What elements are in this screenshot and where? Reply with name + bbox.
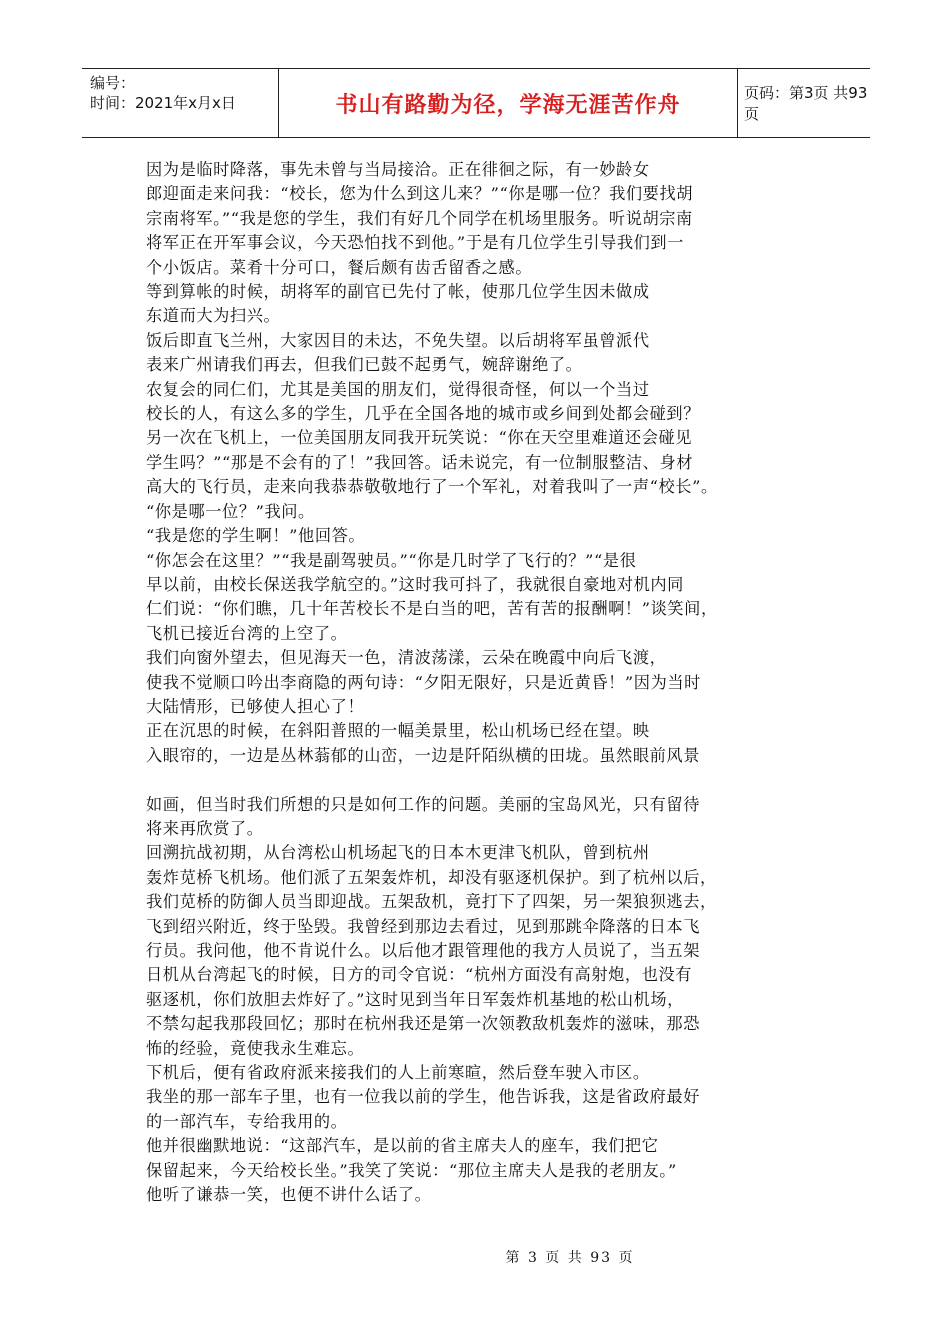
body-line: 大陆情形，已够使人担心了！ [146,696,365,716]
body-line: 行员。我问他，他不肯说什么。以后他才跟管理他的我方人员说了，当五架 [146,940,700,960]
body-line: 入眼帘的，一边是丛林蓊郁的山峦，一边是阡陌纵横的田垅。虽然眼前风景 [146,745,700,765]
body-line: 轰炸苋桥飞机场。他们派了五架轰炸机，却没有驱逐机保护。到了杭州以后， [146,867,717,887]
document-number-label: 编号： [90,74,136,92]
body-line: 的一部汽车，专给我用的。 [146,1111,348,1131]
body-line: 日机从台湾起飞的时候，日方的司令官说：“杭州方面没有高射炮，也没有 [146,965,693,985]
motto-text: 书山有路勤为径，学海无涯苦作舟 [335,92,681,118]
body-line: 如画，但当时我们所想的只是如何工作的问题。美丽的宝岛风光，只有留待 [146,794,700,814]
body-line: 东道而大为扫兴。 [146,306,281,326]
body-line: 表来广州请我们再去，但我们已鼓不起勇气，婉辞谢绝了。 [146,355,583,375]
body-line: 农复会的同仁们，尤其是美国的朋友们，觉得很奇怪，何以一个当过 [146,379,650,399]
body-line: 飞机已接近台湾的上空了。 [146,623,348,643]
page-header [82,68,870,138]
paragraph-gap [146,768,746,792]
body-line: 我坐的那一部车子里，也有一位我以前的学生，他告诉我，这是省政府最好 [146,1087,700,1107]
body-line: 将军正在开军事会议，今天恐怕找不到他。”于是有几位学生引导我们到一 [146,233,684,253]
body-line: 仁们说：“你们瞧，几十年苦校长不是白当的吧，苦有苦的报酬啊！”谈笑间， [146,599,718,619]
body-line: 宗南将军。”“我是您的学生，我们有好几个同学在机场里服务。听说胡宗南 [146,208,693,228]
body-line: 他并很幽默地说：“这部汽车，是以前的省主席夫人的座车，我们把它 [146,1136,659,1156]
body-line: 高大的飞行员，走来向我恭恭敬敬地行了一个军礼，对着我叫了一声“校长”。 [146,477,718,497]
body-line: “你是哪一位？”我问。 [146,501,315,521]
body-line: 下机后，便有省政府派来接我们的人上前寒暄，然后登车驶入市区。 [146,1063,650,1083]
document-date-label: 时间：2021年x月x日 [90,94,236,112]
body-line: 他听了谦恭一笑，也便不讲什么话了。 [146,1185,432,1205]
body-line: 保留起来，今天给校长坐。”我笑了笑说：“那位主席夫人是我的老朋友。” [146,1160,677,1180]
page-footer: 第 3 页 共 93 页 [505,1250,635,1266]
page-number-label: 页码：第3页 共93页 [744,84,868,123]
body-line: 郎迎面走来问我：“校长，您为什么到这儿来？”“你是哪一位？我们要找胡 [146,184,694,204]
body-line: 校长的人，有这么多的学生，几乎在全国各地的城市或乡间到处都会碰到？ [146,404,700,424]
body-line: “你怎会在这里？”“我是副驾驶员。”“你是几时学了飞行的？”“是很 [146,550,637,570]
body-line: 回溯抗战初期，从台湾松山机场起飞的日本木更津飞机队，曾到杭州 [146,843,650,863]
body-line: 等到算帐的时候，胡将军的副官已先付了帐，使那几位学生因未做成 [146,282,650,302]
header-page-cell [738,69,870,137]
body-line: 飞到绍兴附近，终于坠毁。我曾经到那边去看过，见到那跳伞降落的日本飞 [146,916,700,936]
body-line: 个小饭店。菜肴十分可口，餐后颇有齿舌留香之感。 [146,257,533,277]
body-line: 正在沉思的时候，在斜阳普照的一幅美景里，松山机场已经在望。映 [146,721,650,741]
body-line: 怖的经验，竟使我永生难忘。 [146,1038,365,1058]
body-line: 饭后即直飞兰州，大家因目的未达，不免失望。以后胡将军虽曾派代 [146,330,650,350]
body-line: 早以前，由校长保送我学航空的。”这时我可抖了，我就很自豪地对机内同 [146,574,684,594]
body-line: 使我不觉顺口吟出李商隐的两句诗：“夕阳无限好，只是近黄昏！”因为当时 [146,672,701,692]
body-line: 我们向窗外望去，但见海天一色，清波荡漾，云朵在晚霞中向后飞渡， [146,648,667,668]
body-line: “我是您的学生啊！”他回答。 [146,526,366,546]
body-line: 另一次在飞机上，一位美国朋友同我开玩笑说：“你在天空里难道还会碰见 [146,428,693,448]
body-line: 因为是临时降落，事先未曾与当局接洽。正在徘徊之际，有一妙龄女 [146,160,650,179]
body-line: 学生吗？”“那是不会有的了！”我回答。话未说完，有一位制服整洁、身材 [146,452,694,472]
header-motto-cell [278,69,738,137]
body-line: 我们苋桥的防御人员当即迎战。五架敌机，竟打下了四架，另一架狼狈逃去， [146,892,717,912]
header-meta-cell [82,69,278,137]
document-body [146,158,746,1207]
body-line: 将来再欣赏了。 [146,818,264,838]
body-line: 不禁勾起我那段回忆；那时在杭州我还是第一次领教敌机轰炸的滋味，那恐 [146,1014,700,1034]
body-line: 驱逐机，你们放胆去炸好了。”这时见到当年日军轰炸机基地的松山机场， [146,989,684,1009]
